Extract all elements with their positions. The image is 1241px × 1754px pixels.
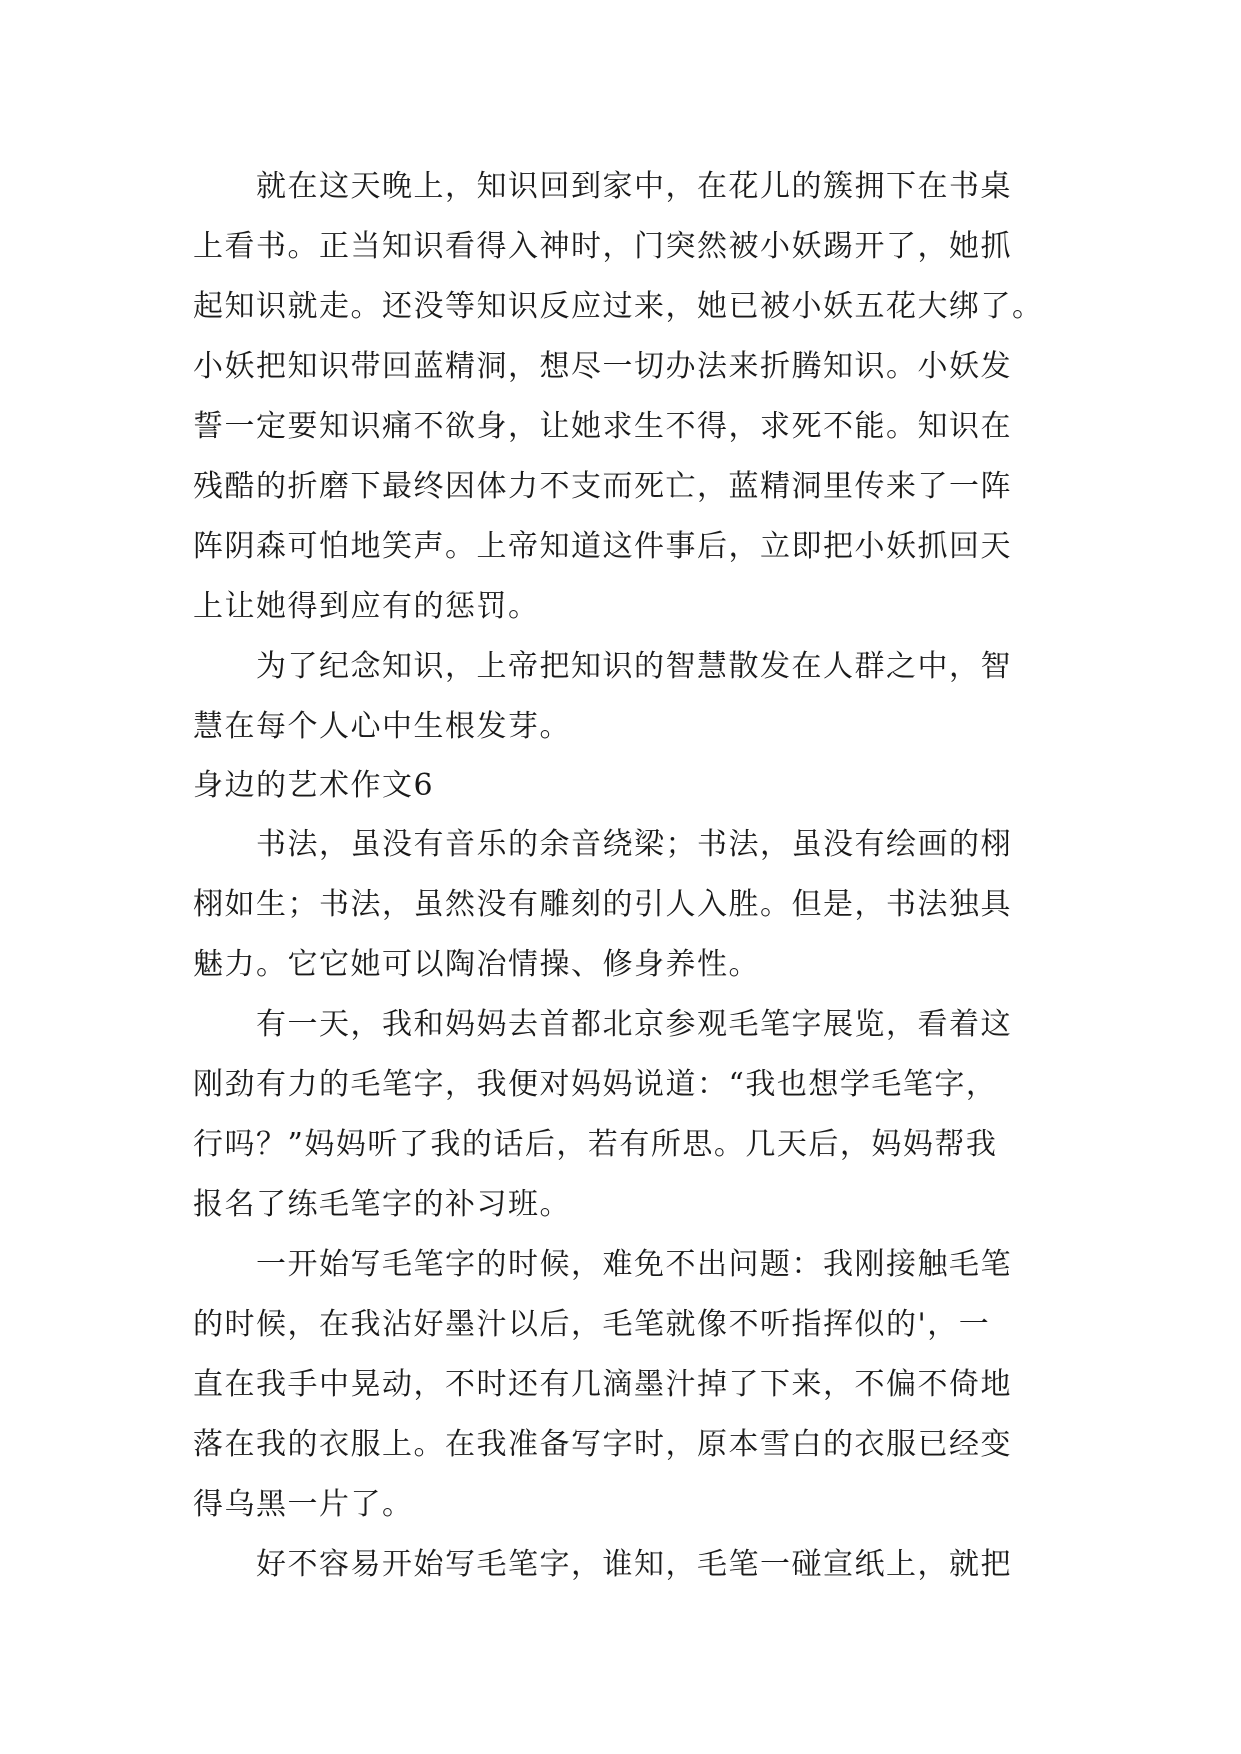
text-line: 魅力。它它她可以陶冶情操、修身养性。: [193, 947, 760, 982]
text-line: 书法，虽没有音乐的余音绕梁；书法，虽没有绘画的栩: [193, 827, 1012, 862]
text-line: 的时候，在我沾好墨汁以后，毛笔就像不听指挥似的'，一: [193, 1307, 991, 1342]
text-line: 为了纪念知识，上帝把知识的智慧散发在人群之中，智: [193, 649, 1012, 684]
text-line: 好不容易开始写毛笔字，谁知，毛笔一碰宣纸上，就把: [193, 1547, 1012, 1582]
section-heading: 身边的艺术作文6: [193, 768, 435, 803]
text-line: 残酷的折磨下最终因体力不支而死亡，蓝精洞里传来了一阵: [193, 469, 1012, 504]
text-line: 小妖把知识带回蓝精洞，想尽一切办法来折腾知识。小妖发: [193, 349, 1012, 384]
text-line: 就在这天晚上，知识回到家中，在花儿的簇拥下在书桌: [193, 169, 1012, 204]
text-line: 直在我手中晃动，不时还有几滴墨汁掉了下来，不偏不倚地: [193, 1367, 1012, 1402]
text-line: 一开始写毛笔字的时候，难免不出问题：我刚接触毛笔: [193, 1247, 1012, 1282]
text-line: 上让她得到应有的惩罚。: [193, 589, 540, 624]
text-line: 栩如生；书法，虽然没有雕刻的引人入胜。但是，书法独具: [193, 887, 1012, 922]
text-line: 报名了练毛笔字的补习班。: [193, 1187, 571, 1222]
text-line: 上看书。正当知识看得入神时，门突然被小妖踢开了，她抓: [193, 229, 1012, 264]
text-line: 慧在每个人心中生根发芽。: [193, 709, 571, 744]
text-line: 阵阴森可怕地笑声。上帝知道这件事后，立即把小妖抓回天: [193, 529, 1012, 564]
document-body: [193, 157, 1053, 1595]
text-line: 行吗？”妈妈听了我的话后，若有所思。几天后，妈妈帮我: [193, 1127, 998, 1162]
text-line: 落在我的衣服上。在我准备写字时，原本雪白的衣服已经变: [193, 1427, 1012, 1462]
text-line: 有一天，我和妈妈去首都北京参观毛笔字展览，看着这: [193, 1007, 1012, 1042]
text-line: 誓一定要知识痛不欲身，让她求生不得，求死不能。知识在: [193, 409, 1012, 444]
text-line: 得乌黑一片了。: [193, 1487, 414, 1522]
text-line: 刚劲有力的毛笔字，我便对妈妈说道：“我也想学毛笔字，: [193, 1067, 998, 1102]
text-line: 起知识就走。还没等知识反应过来，她已被小妖五花大绑了。: [193, 289, 1044, 324]
